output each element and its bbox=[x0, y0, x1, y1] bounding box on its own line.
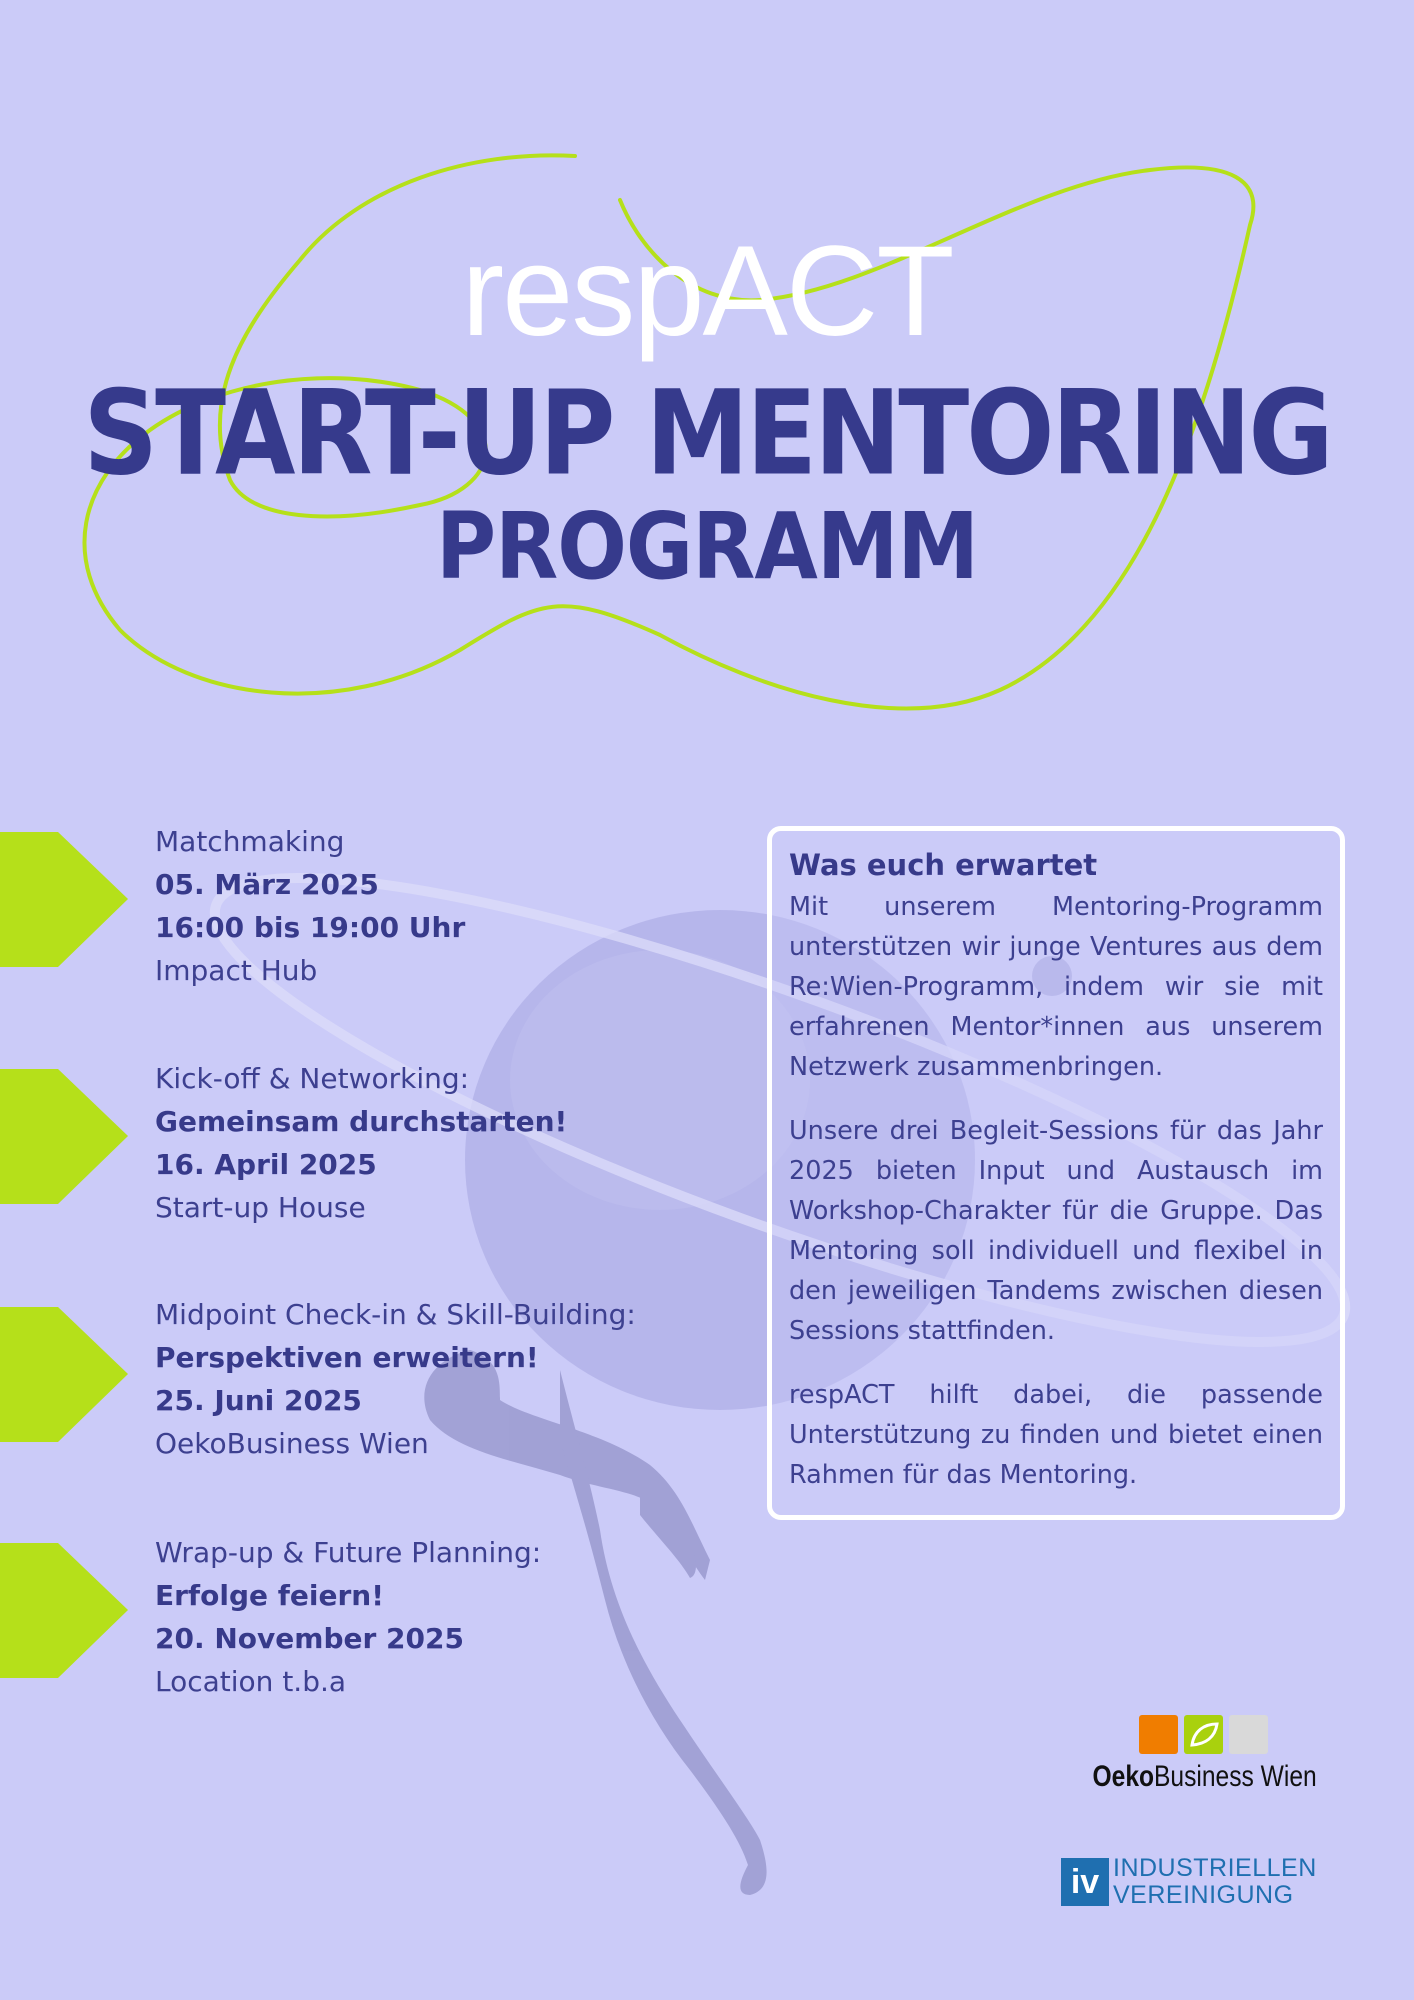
orange-square-icon bbox=[1139, 1715, 1178, 1754]
event-wrapup bbox=[155, 1531, 715, 1703]
arrow-marker-2 bbox=[0, 1069, 128, 1204]
event-date: 05. März 2025 bbox=[155, 868, 379, 901]
page-subtitle: PROGRAMM bbox=[435, 494, 979, 601]
event-date: 25. Juni 2025 bbox=[155, 1384, 362, 1417]
page-title: START-UP MENTORING bbox=[83, 364, 1331, 502]
iv-line-2: VEREINIGUNG bbox=[1113, 1881, 1294, 1909]
event-label: Midpoint Check-in & Skill-Building: bbox=[155, 1298, 636, 1331]
oekobusiness-logo bbox=[1070, 1715, 1320, 1794]
info-paragraph-1: Mit unserem Mentoring-Programm unterstützen wir junge Ventures aus dem Re:Wien-Programm, indem wir sie mit erfahrenen Mentor*innen aus unserem Netzwerk zusammenbringen. bbox=[789, 892, 1323, 1082]
respact-logo: respACT bbox=[461, 220, 953, 363]
oeko-rest-text: Business Wien bbox=[1154, 1760, 1317, 1793]
arrow-marker-1 bbox=[0, 832, 128, 967]
info-paragraph-2: Unsere drei Begleit-Sessions für das Jahr 2025 bieten Input und Austausch im Workshop-Charakter für die Gruppe. Das Mentoring soll individuell und flexibel in den jeweiligen Tandems zwischen diesen Sessions stattfinden. bbox=[789, 1116, 1323, 1346]
leaf-icon bbox=[1184, 1715, 1223, 1754]
event-location: Start-up House bbox=[155, 1191, 366, 1224]
info-paragraph-3: respACT hilft dabei, die passende Unterstützung zu finden und bietet einen Rahmen für das Mentoring. bbox=[789, 1380, 1323, 1490]
event-label: Wrap-up & Future Planning: bbox=[155, 1536, 542, 1569]
arrow-marker-3 bbox=[0, 1307, 128, 1442]
event-time: 16:00 bis 19:00 Uhr bbox=[155, 911, 466, 944]
iv-mark: iv bbox=[1061, 1858, 1109, 1906]
event-motto: Perspektiven erweitern! bbox=[155, 1341, 539, 1374]
event-location: OekoBusiness Wien bbox=[155, 1427, 429, 1460]
event-location: Location t.b.a bbox=[155, 1665, 347, 1698]
iv-line-1: INDUSTRIELLEN bbox=[1113, 1854, 1317, 1882]
event-matchmaking bbox=[155, 820, 715, 992]
grey-square-icon bbox=[1229, 1715, 1268, 1754]
event-location: Impact Hub bbox=[155, 954, 318, 987]
arrow-marker-4 bbox=[0, 1543, 128, 1678]
event-date: 16. April 2025 bbox=[155, 1148, 377, 1181]
event-motto: Gemeinsam durchstarten! bbox=[155, 1105, 568, 1138]
event-midpoint bbox=[155, 1293, 715, 1465]
event-kickoff bbox=[155, 1057, 715, 1229]
event-date: 20. November 2025 bbox=[155, 1622, 464, 1655]
oeko-bold-text: Oeko bbox=[1092, 1760, 1155, 1793]
event-label: Matchmaking bbox=[155, 825, 345, 858]
info-box bbox=[767, 826, 1345, 1520]
industriellenvereinigung-logo bbox=[1061, 1855, 1317, 1909]
event-motto: Erfolge feiern! bbox=[155, 1579, 385, 1612]
info-heading: Was euch erwartet bbox=[789, 848, 1098, 882]
event-label: Kick-off & Networking: bbox=[155, 1062, 470, 1095]
